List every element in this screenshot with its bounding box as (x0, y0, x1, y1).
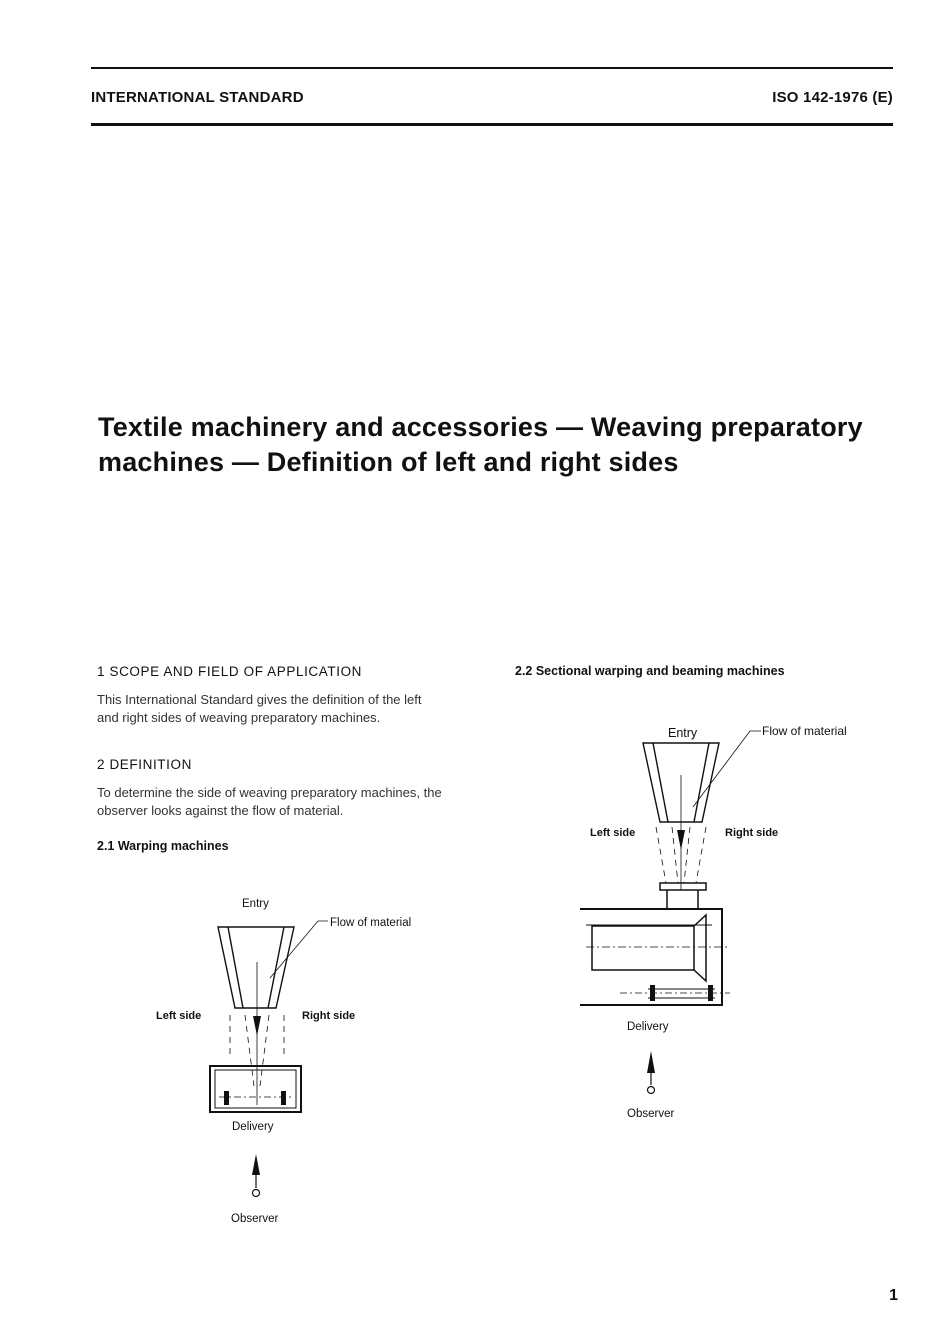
section-2-text (97, 784, 442, 820)
fig2-observer-eye (648, 1087, 655, 1094)
header-bottom-rule (91, 123, 893, 126)
fig2-observer-label: Observer (627, 1108, 675, 1120)
fig1-left-side-label: Left side (156, 1010, 202, 1022)
fig1-right-side-label: Right side (302, 1010, 356, 1022)
fig1-creel (218, 927, 294, 1008)
fig2-right-side-label: Right side (725, 827, 779, 839)
header-standard-number: ISO 142-1976 (E) (772, 89, 893, 106)
section-1-text-line-2: and right sides of weaving preparatory machines. (97, 710, 381, 725)
fig2-flow-label: Flow of material (762, 724, 847, 738)
fig1-flow-arrow (253, 1016, 261, 1036)
page-number: 1 (889, 1287, 898, 1304)
fig1-flow-leader (270, 921, 328, 978)
fig2-delivery-label: Delivery (627, 1021, 669, 1033)
fig2-left-side-label: Left side (590, 827, 636, 839)
section-1-text (97, 691, 421, 727)
figure-sectional-warping-machine (580, 715, 880, 1125)
figure-warping-machine (140, 890, 460, 1230)
fig1-observer-label: Observer (231, 1213, 279, 1225)
fig2-flow-arrow (677, 830, 685, 850)
section-2-heading: 2 DEFINITION (97, 757, 192, 772)
section-1-text-line-1: This International Standard gives the definition of the left (97, 692, 422, 707)
subsection-2-1-heading: 2.1 Warping machines (97, 839, 229, 853)
title-line-1: Textile machinery and accessories — Weaving preparatory (98, 412, 863, 442)
fig1-entry-label: Entry (242, 898, 269, 910)
fig1-observer-arrow (252, 1154, 260, 1175)
fig2-observer-arrow (647, 1051, 655, 1073)
fig1-delivery-unit (210, 1066, 301, 1112)
section-2-text-line-2: observer looks against the flow of material. (97, 803, 344, 818)
fig2-entry-label: Entry (668, 726, 698, 740)
fig1-delivery-label: Delivery (232, 1121, 274, 1133)
section-2-text-line-1: To determine the side of weaving preparatory machines, the (97, 785, 442, 800)
fig2-machine-body (580, 883, 730, 1005)
fig1-flow-label: Flow of material (330, 917, 412, 929)
document-title (98, 410, 878, 480)
header-top-rule (91, 67, 893, 69)
subsection-2-2-heading: 2.2 Sectional warping and beaming machines (515, 664, 785, 678)
title-line-2: machines — Definition of left and right sides (98, 447, 679, 477)
section-1-heading: 1 SCOPE AND FIELD OF APPLICATION (97, 664, 363, 679)
header-standard-label: INTERNATIONAL STANDARD (91, 89, 304, 106)
fig1-observer-eye (253, 1190, 260, 1197)
